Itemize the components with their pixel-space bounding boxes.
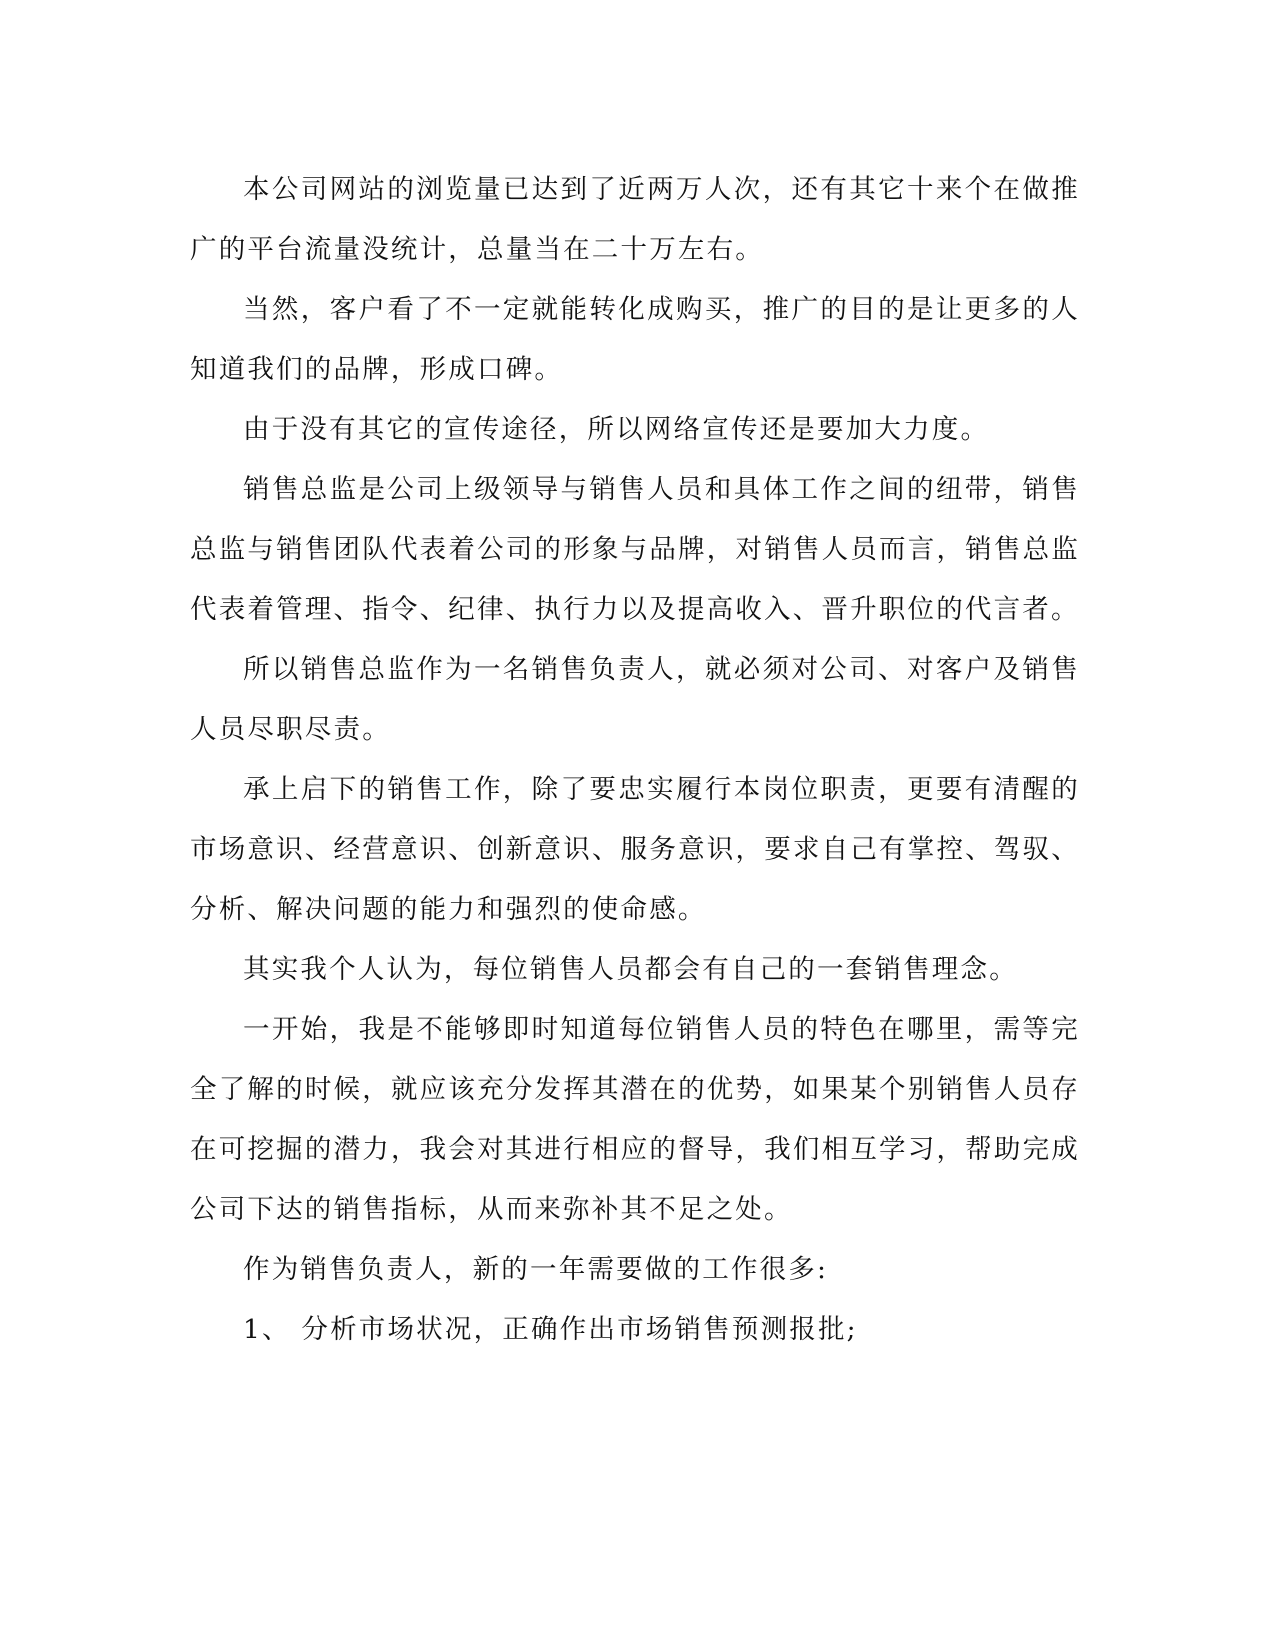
paragraph-sales-director-role: 销售总监是公司上级领导与销售人员和具体工作之间的纽带，销售总监与销售团队代表着公司的形象与品牌，对销售人员而言，销售总监代表着管理、指令、纪律、执行力以及提高收入、晋升职位的代言者。 [190,474,1080,625]
paragraph-new-year-work: 作为销售负责人，新的一年需要做的工作很多: [243,1254,829,1285]
paragraph-sales-philosophy: 其实我个人认为，每位销售人员都会有自己的一套销售理念。 [243,954,1018,985]
paragraph-promotion-purpose: 当然，客户看了不一定就能转化成购买，推广的目的是让更多的人知道我们的品牌，形成口碑。 [190,294,1080,385]
paragraph-sales-awareness: 承上启下的销售工作，除了要忠实履行本岗位职责，更要有清醒的市场意识、经营意识、创新意识、服务意识，要求自己有掌控、驾驭、分析、解决问题的能力和强烈的使命感。 [190,774,1080,925]
paragraph-team-development: 一开始，我是不能够即时知道每位销售人员的特色在哪里，需等完全了解的时候，就应该充分发挥其潜在的优势，如果某个别销售人员存在可挖掘的潜力，我会对其进行相应的督导，我们相互学习，帮助完成公司下达的销售指标，从而来弥补其不足之处。 [190,1014,1080,1225]
paragraph-website-traffic: 本公司网站的浏览量已达到了近两万人次，还有其它十来个在做推广的平台流量没统计，总量当在二十万左右。 [190,174,1080,265]
paragraph-sales-director-duty: 所以销售总监作为一名销售负责人，就必须对公司、对客户及销售人员尽职尽责。 [190,654,1080,745]
document-body [190,160,1080,1360]
paragraph-online-promotion: 由于没有其它的宣传途径，所以网络宣传还是要加大力度。 [243,414,990,445]
list-item-market-analysis: 1、 分析市场状况，正确作出市场销售预测报批; [243,1314,858,1345]
